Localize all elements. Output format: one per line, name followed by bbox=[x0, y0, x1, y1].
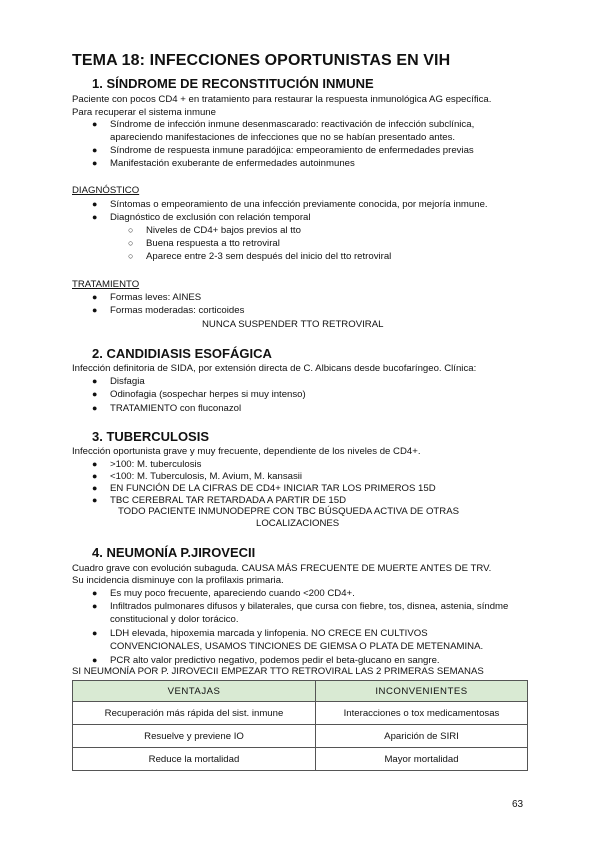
sub-list-item: Niveles de CD4+ bajos previos al tto bbox=[146, 225, 301, 236]
bullet-icon: ● bbox=[92, 376, 98, 386]
table-row bbox=[73, 702, 528, 725]
bullet-icon: ● bbox=[92, 199, 98, 209]
section-heading-4: 4. NEUMONÍA P.JIROVECII bbox=[92, 545, 256, 560]
table-header-cell: INCONVENIENTES bbox=[316, 681, 528, 702]
circle-bullet-icon: ○ bbox=[128, 225, 134, 235]
bullet-icon: ● bbox=[92, 601, 98, 611]
list-item: Síntomas o empeoramiento de una infección previamente conocida, por mejoría inmune. bbox=[110, 199, 488, 210]
list-item: Formas leves: AINES bbox=[110, 292, 202, 303]
list-item: Síndrome de respuesta inmune paradójica: empeoramiento de enfermedades previas bbox=[110, 145, 474, 156]
list-item: apareciendo manifestaciones de infecciones que no se habían presentado antes. bbox=[110, 132, 456, 143]
list-item: constitucional y dolor torácico. bbox=[110, 614, 239, 625]
circle-bullet-icon: ○ bbox=[128, 251, 134, 261]
list-item: EN FUNCIÓN DE LA CIFRAS DE CD4+ INICIAR TAR LOS PRIMEROS 15D bbox=[110, 483, 436, 494]
subheading-diagnostico: DIAGNÓSTICO bbox=[72, 185, 140, 196]
list-item: PCR alto valor predictivo negativo, podemos pedir el beta-glucano en sangre. bbox=[110, 655, 440, 666]
section-heading-2: 2. CANDIDIASIS ESOFÁGICA bbox=[92, 346, 272, 361]
table-row bbox=[73, 725, 528, 748]
section-heading-3: 3. TUBERCULOSIS bbox=[92, 429, 210, 444]
table-cell: Mayor mortalidad bbox=[316, 748, 528, 771]
table-header-cell: VENTAJAS bbox=[73, 681, 316, 702]
table-cell: Resuelve y previene IO bbox=[73, 725, 316, 748]
subheading-tratamiento: TRATAMIENTO bbox=[72, 279, 140, 290]
section-heading-1: 1. SÍNDROME DE RECONSTITUCIÓN INMUNE bbox=[92, 76, 374, 91]
paragraph: Infección definitoria de SIDA, por extensión directa de C. Albicans desde bucofaríngeo. Clínica: bbox=[72, 363, 477, 374]
list-item: Síndrome de infección inmune desenmascarado: reactivación de infección subclínica, bbox=[110, 119, 475, 130]
table-cell: Aparición de SIRI bbox=[316, 725, 528, 748]
bullet-icon: ● bbox=[92, 389, 98, 399]
centered-note: LOCALIZACIONES bbox=[256, 518, 340, 529]
table-cell: Recuperación más rápida del sist. inmune bbox=[73, 702, 316, 725]
list-item: LDH elevada, hipoxemia marcada y linfopenia. NO CRECE EN CULTIVOS bbox=[110, 628, 428, 639]
list-item: Disfagia bbox=[110, 376, 145, 387]
paragraph: Su incidencia disminuye con la profilaxis primaria. bbox=[72, 575, 284, 586]
page-number: 63 bbox=[512, 799, 524, 810]
centered-note: NUNCA SUSPENDER TTO RETROVIRAL bbox=[202, 319, 384, 330]
list-item: Odinofagia (sospechar herpes si muy intenso) bbox=[110, 389, 306, 400]
circle-bullet-icon: ○ bbox=[128, 238, 134, 248]
paragraph: Infección oportunista grave y muy frecuente, dependiente de los niveles de CD4+. bbox=[72, 446, 421, 457]
bullet-icon: ● bbox=[92, 305, 98, 315]
list-item: CONVENCIONALES, USAMOS TINCIONES DE GIEMSA O PLATA DE METENAMINA. bbox=[110, 641, 484, 652]
list-item: TBC CEREBRAL TAR RETARDADA A PARTIR DE 15D bbox=[110, 495, 346, 506]
comparison-table bbox=[72, 680, 528, 771]
bullet-icon: ● bbox=[92, 158, 98, 168]
bullet-icon: ● bbox=[92, 588, 98, 598]
list-item: Diagnóstico de exclusión con relación temporal bbox=[110, 212, 311, 223]
bullet-icon: ● bbox=[92, 483, 98, 493]
list-item: Formas moderadas: corticoides bbox=[110, 305, 245, 316]
list-item: Es muy poco frecuente, apareciendo cuando <200 CD4+. bbox=[110, 588, 355, 599]
highlighted-note: SI NEUMONÍA POR P. JIROVECII EMPEZAR TTO RETROVIRAL LAS 2 PRIMERAS SEMANAS bbox=[72, 666, 484, 677]
table-header-row bbox=[73, 681, 528, 702]
page-title: TEMA 18: INFECCIONES OPORTUNISTAS EN VIH bbox=[72, 52, 451, 69]
paragraph: Cuadro grave con evolución subaguda. CAUSA MÁS FRECUENTE DE MUERTE ANTES DE TRV. bbox=[72, 563, 492, 574]
sub-list-item: Aparece entre 2-3 sem después del inicio del tto retroviral bbox=[146, 251, 392, 262]
bullet-icon: ● bbox=[92, 212, 98, 222]
paragraph: Para recuperar el sistema inmune bbox=[72, 107, 216, 118]
list-item: Manifestación exuberante de enfermedades autoinmunes bbox=[110, 158, 355, 169]
bullet-icon: ● bbox=[92, 655, 98, 665]
table-cell: Interacciones o tox medicamentosas bbox=[316, 702, 528, 725]
list-item: TRATAMIENTO con fluconazol bbox=[110, 403, 242, 414]
table-cell: Reduce la mortalidad bbox=[73, 748, 316, 771]
list-item: <100: M. Tuberculosis, M. Avium, M. kansasii bbox=[110, 471, 303, 482]
bullet-icon: ● bbox=[92, 119, 98, 129]
bullet-icon: ● bbox=[92, 403, 98, 413]
bullet-icon: ● bbox=[92, 459, 98, 469]
sub-list-item: Buena respuesta a tto retroviral bbox=[146, 238, 280, 249]
bullet-icon: ● bbox=[92, 292, 98, 302]
table-row bbox=[73, 748, 528, 771]
bullet-icon: ● bbox=[92, 495, 98, 505]
list-item: >100: M. tuberculosis bbox=[110, 459, 202, 470]
list-item: Infiltrados pulmonares difusos y bilaterales, que cursa con fiebre, tos, disnea, astenia, síndme bbox=[110, 601, 509, 612]
paragraph: Paciente con pocos CD4 + en tratamiento para restaurar la respuesta inmunológica AG específica. bbox=[72, 94, 492, 105]
centered-note: TODO PACIENTE INMUNODEPRE CON TBC BÚSQUEDA ACTIVA DE OTRAS bbox=[118, 506, 459, 517]
bullet-icon: ● bbox=[92, 471, 98, 481]
bullet-icon: ● bbox=[92, 628, 98, 638]
bullet-icon: ● bbox=[92, 145, 98, 155]
